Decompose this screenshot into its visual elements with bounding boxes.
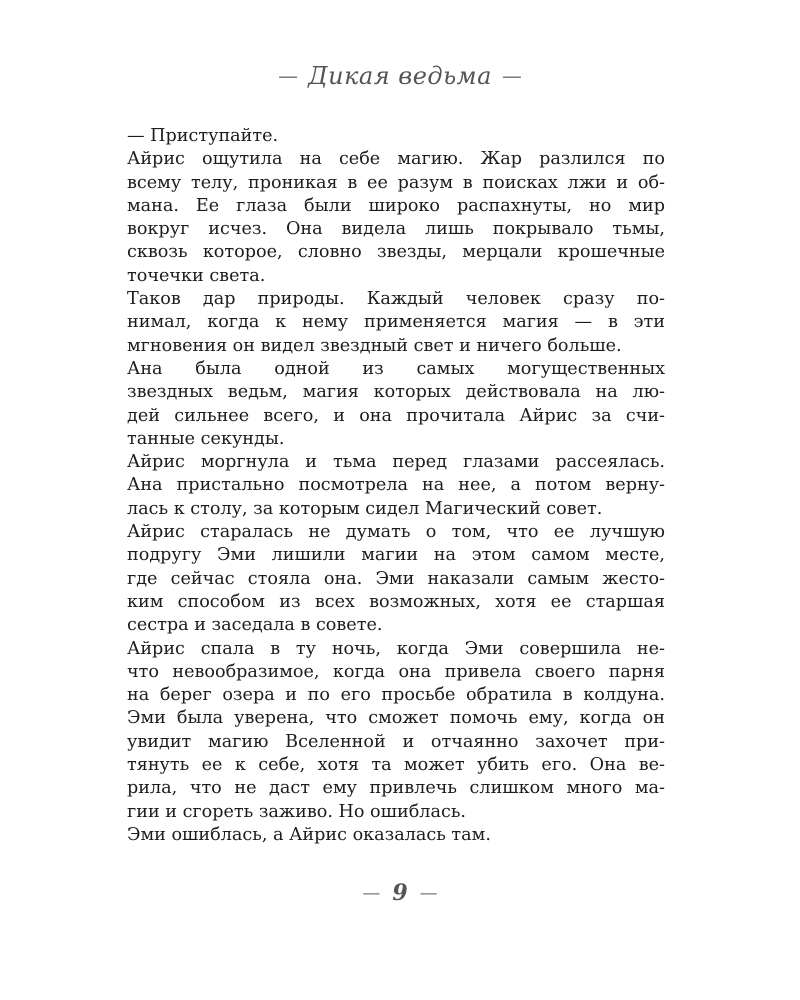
text-line: лась к столу, за которым сидел Магический совет. [127,498,603,519]
text-line: Эми ошиблась, а Айрис оказалась там. [127,824,491,845]
text-line: мгновения он видел звездный свет и ничего больше. [127,335,622,356]
paragraph [90,288,665,358]
text-line: — Приступайте. [127,126,279,146]
text-line: Эми была уверена, что сможет помочь ему, когда он [127,708,665,729]
paragraph [90,148,665,288]
text-line: дей сильнее всего, и она прочитала Айрис за счи- [127,405,665,426]
text-line: на берег озера и по его просьбе обратила в колдуна. [127,685,665,706]
text-line: мана. Ее глаза были широко распахнуты, но мир [127,195,665,216]
text-line: рила, что не даст ему привлечь слишком много ма- [127,778,665,799]
paragraph [90,824,665,847]
text-line: нимал, когда к нему применяется магия — в эти [127,312,665,333]
paragraph [90,521,665,637]
text-line: вокруг исчез. Она видела лишь покрывало тьмы, [127,219,665,240]
running-head-dash-right: — [501,64,522,88]
text-line: тянуть ее к себе, хотя та может убить его. Она ве- [127,755,665,776]
text-line: сквозь которое, словно звезды, мерцали крошечные [127,242,665,263]
page-footer [0,880,800,906]
text-line: где сейчас стояла она. Эми наказали самым жесто- [127,568,665,589]
folio-dash-right: — [419,882,438,904]
paragraph [90,125,665,148]
text-line: ким способом из всех возможных, хотя ее старшая [127,591,665,612]
text-line: сестра и заседала в совете. [127,615,383,636]
paragraph [90,638,665,824]
text-line: увидит магию Вселенной и отчаянно захочет при- [127,731,665,752]
text-line: что невообразимое, когда она привела своего парня [127,661,665,682]
text-line: Айрис моргнула и тьма перед глазами рассеялась. [127,452,665,473]
text-line: Таков дар природы. Каждый человек сразу по- [127,289,665,310]
paragraph [90,451,665,521]
text-line: подругу Эми лишили магии на этом самом месте, [127,545,665,566]
text-line: Айрис ощутила на себе магию. Жар разлился по [127,149,665,170]
body-text [90,125,665,847]
text-line: Айрис спала в ту ночь, когда Эми совершила не- [127,638,665,659]
text-line: танные секунды. [127,428,285,449]
running-head-dash-left: — [278,64,299,88]
text-line: точечки света. [127,265,266,286]
text-line: Айрис старалась не думать о том, что ее лучшую [127,522,665,543]
text-line: всему телу, проникая в ее разум в поисках лжи и об- [127,172,665,193]
text-line: Ана пристально посмотрела на нее, а потом верну- [127,475,665,496]
text-line: гии и сгореть заживо. Но ошиблась. [127,801,466,822]
folio-dash-left: — [362,882,381,904]
page-number: 9 [392,880,408,906]
paragraph [90,358,665,451]
text-line: Ана была одной из самых могущественных [127,358,665,379]
book-title: Дикая ведьма [308,62,492,90]
text-line: звездных ведьм, магия которых действовала на лю- [127,382,665,403]
running-head [0,62,800,90]
